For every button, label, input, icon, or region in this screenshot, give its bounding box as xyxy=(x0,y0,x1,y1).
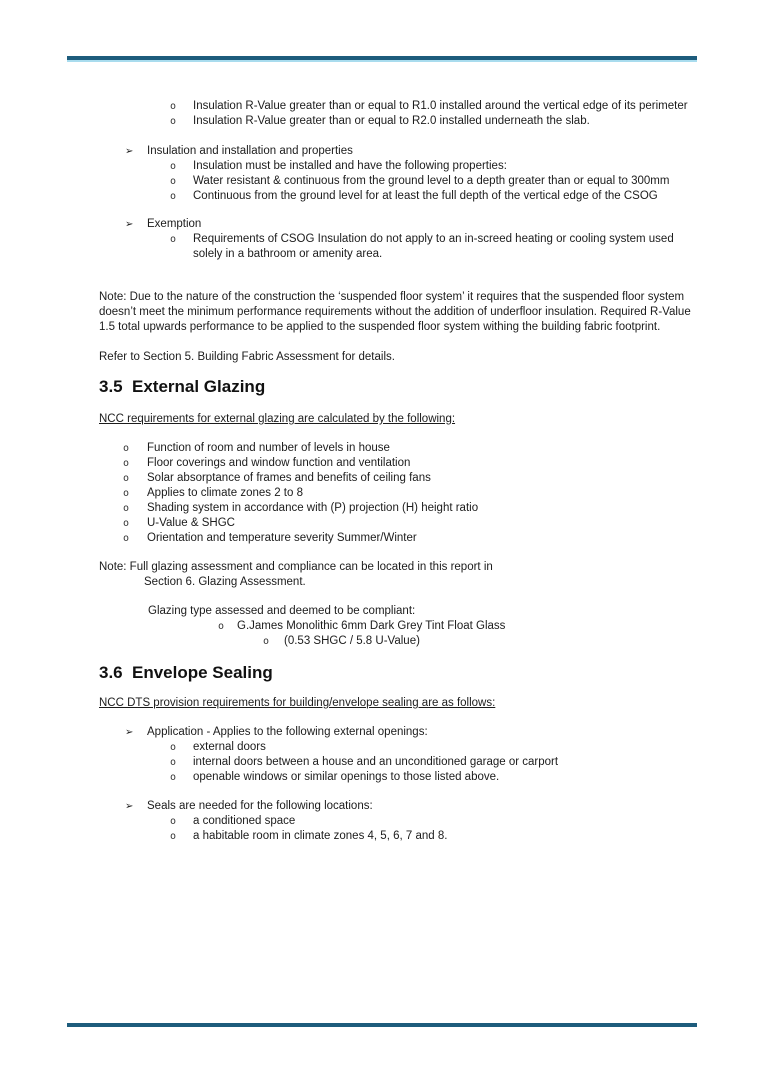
circle-bullet-icon: o xyxy=(123,473,130,484)
circle-bullet-icon: o xyxy=(123,458,130,469)
refer-line: Refer to Section 5. Building Fabric Assessment for details. xyxy=(99,351,395,363)
list-item xyxy=(99,144,700,159)
list-item xyxy=(99,159,700,174)
circle-bullet-icon: o xyxy=(123,518,130,529)
arrow-bullet-icon: ➢ xyxy=(125,801,134,812)
list-item xyxy=(99,755,700,770)
list-item-text: Floor coverings and window function and ventilation xyxy=(147,457,411,469)
list-item-text: Insulation R-Value greater than or equal to R1.0 installed around the vertical edge of its perimeter xyxy=(193,100,688,112)
list-item-text: Application - Applies to the following external openings: xyxy=(147,726,428,738)
section-title: External Glazing xyxy=(132,377,266,396)
list-item xyxy=(99,814,700,829)
list-item-text: Continuous from the ground level for at least the full depth of the vertical edge of the CSOG xyxy=(193,190,658,202)
page-content xyxy=(99,0,700,844)
list-item xyxy=(99,174,700,189)
circle-bullet-icon: o xyxy=(170,742,177,753)
note-suspended-floor: Note: Due to the nature of the construction the ‘suspended floor system’ it requires that the suspended floor system doesn’t meet the minimum performance requirements without the addition of underfloor insulation. Required R-Value 1.5 total upwards performance to be applied to the suspended floor system withing the building fabric footprint. xyxy=(99,291,691,333)
circle-bullet-icon: o xyxy=(123,443,130,454)
circle-bullet-icon: o xyxy=(170,176,177,187)
circle-bullet-icon: o xyxy=(170,757,177,768)
list-item-text: internal doors between a house and an unconditioned garage or carport xyxy=(193,756,559,768)
list-item xyxy=(99,619,700,634)
list-item xyxy=(99,740,700,755)
list-item-text: external doors xyxy=(193,741,266,753)
circle-bullet-icon: o xyxy=(123,488,130,499)
list-item-text: U-Value & SHGC xyxy=(147,517,235,529)
note-glazing-assessment xyxy=(99,560,700,590)
circle-bullet-icon: o xyxy=(170,116,177,127)
circle-bullet-icon: o xyxy=(218,621,225,632)
section-heading-3-6 xyxy=(99,661,700,684)
circle-bullet-icon: o xyxy=(263,636,270,647)
section-3-6-intro: NCC DTS provision requirements for building/envelope sealing are as follows: xyxy=(99,697,496,709)
circle-bullet-icon: o xyxy=(123,533,130,544)
list-item xyxy=(99,456,700,471)
circle-bullet-icon: o xyxy=(170,234,177,245)
glazing-type-block xyxy=(99,604,700,649)
list-item xyxy=(99,217,700,232)
glazing-type-heading: Glazing type assessed and deemed to be compliant: xyxy=(148,605,416,617)
list-item-text: Seals are needed for the following locations: xyxy=(147,800,373,812)
insulation-properties-list xyxy=(99,144,700,204)
list-item-text: Insulation must be installed and have the following properties: xyxy=(193,160,507,172)
list-item-text: Insulation and installation and properties xyxy=(147,145,353,157)
slab-bullet-list xyxy=(99,99,700,129)
list-item xyxy=(99,99,700,114)
list-item xyxy=(99,441,700,456)
circle-bullet-icon: o xyxy=(170,816,177,827)
list-item-text: a conditioned space xyxy=(193,815,296,827)
section-title: Envelope Sealing xyxy=(132,663,273,682)
list-item xyxy=(99,770,700,785)
list-item xyxy=(99,634,700,649)
arrow-bullet-icon: ➢ xyxy=(125,219,134,230)
footer-rule xyxy=(67,1023,697,1027)
list-item xyxy=(99,516,700,531)
list-item-text: Insulation R-Value greater than or equal to R2.0 installed underneath the slab. xyxy=(193,115,590,127)
application-list xyxy=(99,725,700,785)
list-item-text: Exemption xyxy=(147,218,202,230)
list-item xyxy=(99,114,700,129)
list-item xyxy=(99,501,700,516)
list-item-text: Solar absorptance of frames and benefits of ceiling fans xyxy=(147,472,431,484)
circle-bullet-icon: o xyxy=(123,503,130,514)
circle-bullet-icon: o xyxy=(170,772,177,783)
list-item xyxy=(99,725,700,740)
list-item xyxy=(99,189,700,204)
section-number: 3.6 xyxy=(99,663,123,682)
list-item-text: Applies to climate zones 2 to 8 xyxy=(147,487,303,499)
list-item-text: Water resistant & continuous from the ground level to a depth greater than or equal to 300mm xyxy=(193,175,670,187)
section-number: 3.5 xyxy=(99,377,123,396)
list-item xyxy=(99,799,700,814)
list-item-text: a habitable room in climate zones 4, 5, 6, 7 and 8. xyxy=(193,830,448,842)
list-item-text: Shading system in accordance with (P) projection (H) height ratio xyxy=(147,502,479,514)
arrow-bullet-icon: ➢ xyxy=(125,146,134,157)
list-item xyxy=(99,531,700,546)
list-item-text: openable windows or similar openings to those listed above. xyxy=(193,771,500,783)
exemption-list xyxy=(99,217,700,262)
list-item xyxy=(99,486,700,501)
arrow-bullet-icon: ➢ xyxy=(125,727,134,738)
glazing-type-text: G.James Monolithic 6mm Dark Grey Tint Float Glass xyxy=(237,620,506,632)
glazing-specs-text: (0.53 SHGC / 5.8 U-Value) xyxy=(284,635,420,647)
list-item xyxy=(99,471,700,486)
list-item xyxy=(99,232,700,262)
section-heading-3-5 xyxy=(99,375,700,398)
circle-bullet-icon: o xyxy=(170,161,177,172)
seals-list xyxy=(99,799,700,844)
note-line: Note: Full glazing assessment and compliance can be located in this report in xyxy=(99,561,493,573)
note-line: Section 6. Glazing Assessment. xyxy=(144,576,306,588)
circle-bullet-icon: o xyxy=(170,831,177,842)
circle-bullet-icon: o xyxy=(170,101,177,112)
list-item-text: Function of room and number of levels in house xyxy=(147,442,390,454)
list-item xyxy=(99,829,700,844)
circle-bullet-icon: o xyxy=(170,191,177,202)
list-item-text: Orientation and temperature severity Summer/Winter xyxy=(147,532,417,544)
section-3-5-intro: NCC requirements for external glazing are calculated by the following: xyxy=(99,413,456,425)
glazing-factors-list xyxy=(99,441,700,546)
list-item-text: Requirements of CSOG Insulation do not apply to an in-screed heating or cooling system used solely in a bathroom or amenity area. xyxy=(193,233,674,260)
